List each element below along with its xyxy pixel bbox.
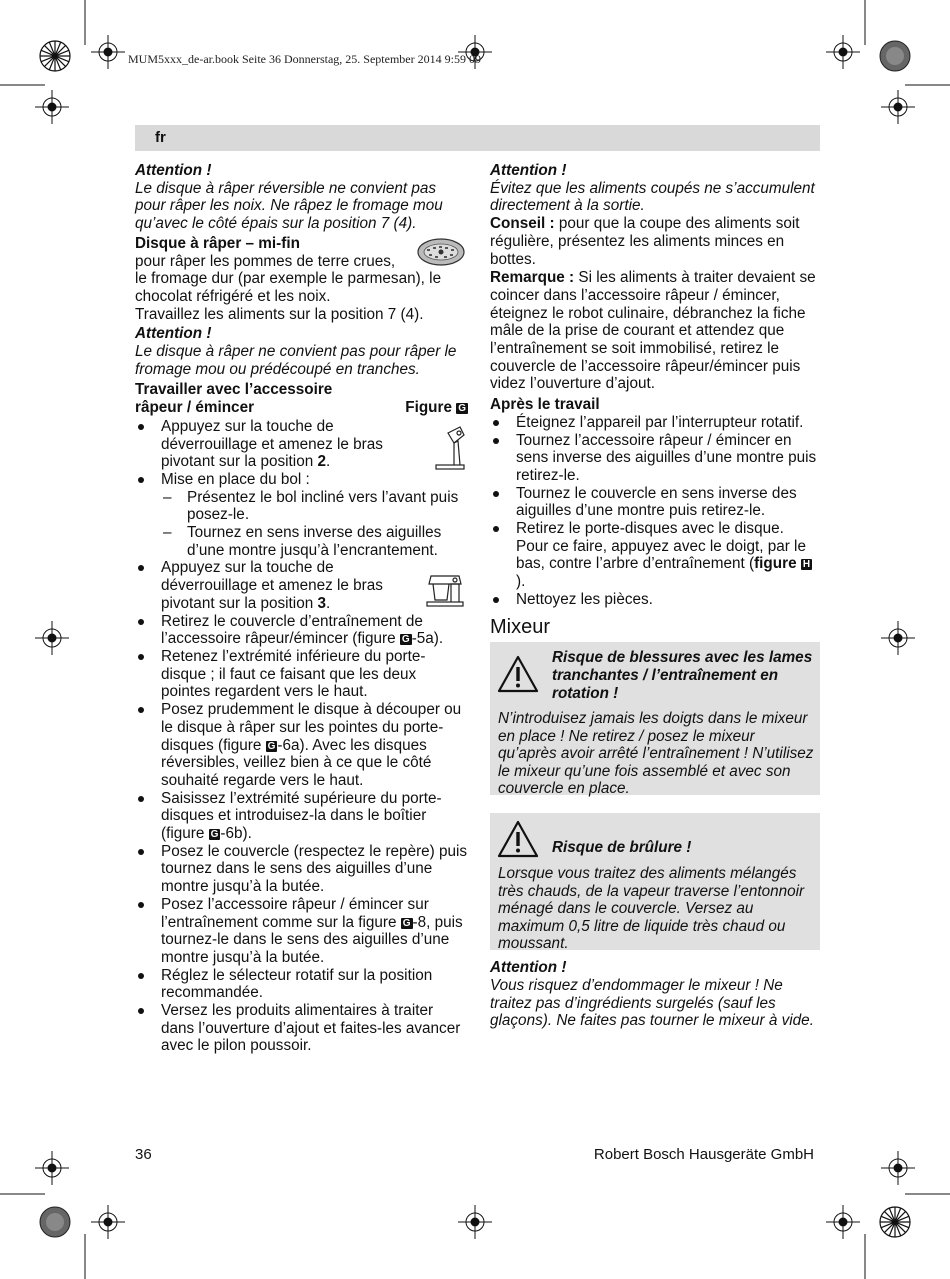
- warning-title: Risque de brûlure !: [552, 839, 692, 857]
- language-bar: [135, 125, 820, 151]
- page-number: 36: [135, 1146, 152, 1163]
- warning-text: N’introduisez jamais les doigts dans le mixeur en place ! Ne retirez / posez le mixeur qu’après avoir arrêté l’entraînement ! N’utilisez le mixeur qu’une fois assemblé et avec son couvercle en place.: [498, 710, 814, 798]
- attention-text: Le disque à râper ne convient pas pour râper le fromage mou ou prédécoupé en tranches.: [135, 343, 457, 378]
- disc-title: Disque à râper – mi-fin: [135, 234, 300, 252]
- grater-disc-icon: [417, 237, 465, 267]
- warning-text: Lorsque vous traitez des aliments mélangés très chauds, de la vapeur traverse l’entonnoir ménagé dans le couvercle. Versez au maximum 0,5 litre de liquide très chaud ou moussant.: [498, 865, 805, 953]
- attention-text: Le disque à râper réversible ne convient pas pour râper les noix. Ne râpez le fromage mou qu’avec le côté épais sur la position 7 (4).: [135, 179, 443, 233]
- list-item: Retirez le couvercle d’entraînement de l’accessoire râpeur/émincer (figure G -5a).: [135, 613, 468, 648]
- left-column: [135, 162, 468, 1055]
- list-item: Nettoyez les pièces.: [490, 591, 820, 609]
- list-item: Posez le couvercle (respectez le repère) puis tournez dans le sens des aiguilles d’une montre jusqu’à la butée.: [135, 843, 468, 896]
- list-item: Réglez le sélecteur rotatif sur la position recommandée.: [135, 967, 468, 1002]
- list-item: Retirez le porte-disques avec le disque. Pour ce faire, appuyez avec le doigt, par le bas, contre l’arbre d’entraînement (figure H).: [490, 520, 820, 591]
- list-item: Posez l’accessoire râpeur / émincer sur l’entraînement comme sur la figure G -8, puis tournez-le dans le sens des aiguilles d’une montre jusqu’à la butée.: [135, 896, 468, 967]
- conseil-paragraph: Conseil : pour que la coupe des aliments soit régulière, présentez les aliments minces en bottes.: [490, 215, 800, 268]
- warning-triangle-icon: [496, 819, 540, 859]
- apres-title: Après le travail: [490, 396, 600, 414]
- list-item: Saisissez l’extrémité supérieure du porte-disques et introduisez-la dans le boîtier (figure G -6b).: [135, 790, 468, 843]
- list-item: Versez les produits alimentaires à traiter dans l’ouverture d’ajout et faites-les avancer avec le pilon poussoir.: [135, 1002, 468, 1055]
- print-header: MUM5xxx_de-ar.book Seite 36 Donnerstag, 25. September 2014 9:59 09: [128, 52, 481, 66]
- warning-box-burn: [490, 813, 820, 953]
- attention-title: Attention !: [135, 325, 212, 343]
- apres-list: [490, 414, 820, 609]
- instruction-list: [135, 418, 468, 1055]
- machine-arm-up-icon: [434, 425, 468, 471]
- list-item: Appuyez sur la touche de déverrouillage et amenez le bras pivotant sur la position 2.: [135, 418, 468, 471]
- sub-item: – Tournez en sens inverse des aiguilles d’une montre jusqu’à l’encrantement.: [161, 524, 468, 559]
- list-item: Posez prudemment le disque à découper ou le disque à râper sur les pointes du porte-disques (figure G -6a). Avec les disques réversibles, veillez bien à ce que le côté souhaité regarde vers le haut.: [135, 701, 468, 790]
- list-item: Tournez le couvercle en sens inverse des aiguilles d’une montre puis retirez-le.: [490, 485, 820, 520]
- mixeur-heading: Mixeur: [490, 615, 551, 638]
- company-name: Robert Bosch Hausgeräte GmbH: [593, 1146, 814, 1163]
- list-item: Éteignez l’appareil par l’interrupteur rotatif.: [490, 414, 820, 432]
- list-item: Mise en place du bol : – Présentez le bol incliné vers l’avant puis posez-le. – Tournez en sens inverse des aiguilles d’une montre jusqu’à l’encrantement.: [135, 471, 468, 560]
- warning-title: Risque de blessures avec les lames tranchantes / l’entraînement en rotation !: [552, 649, 813, 703]
- language-code: fr: [155, 129, 166, 146]
- warning-triangle-icon: [496, 654, 540, 694]
- attention-title: Attention !: [490, 162, 567, 179]
- right-column: [490, 162, 820, 1030]
- section-title: Travailler avec l’accessoire râpeur / émincer Figure G: [135, 381, 466, 417]
- sub-item: – Présentez le bol incliné vers l’avant puis posez-le.: [161, 489, 468, 524]
- list-item: Tournez l’accessoire râpeur / émincer en sens inverse des aiguilles d’une montre puis retirez-le.: [490, 432, 820, 485]
- attention-text: Vous risquez d’endommager le mixeur ! Ne traitez pas d’ingrédients surgelés (sauf les glaçons). Ne faites pas tourner le mixeur à vide.: [490, 976, 814, 1030]
- list-item: Appuyez sur la touche de déverrouillage et amenez le bras pivotant sur la position 3.: [135, 559, 468, 612]
- machine-arm-down-icon: [425, 570, 465, 608]
- figure-label: G: [458, 403, 466, 415]
- attention-title: Attention !: [490, 959, 567, 977]
- remarque-paragraph: Remarque : Si les aliments à traiter devaient se coincer dans l’accessoire râpeur / émincer, éteignez le robot culinaire, débranchez la fiche mâle de la prise de courant et attendez que l’entraînement se soit immobilisé, retirez le couvercle de l’accessoire râpeur/émincer puis videz l’ouverture d’ajout.: [490, 269, 816, 393]
- disc-text: pour râper les pommes de terre crues, le fromage dur (par exemple le parmesan), le chocolat réfrigéré et les noix. Travaillez les aliments sur la position 7 (4).: [135, 252, 442, 323]
- warning-box-blades: [490, 642, 820, 798]
- attention-title: Attention !: [135, 162, 212, 179]
- attention-text: Évitez que les aliments coupés ne s’accumulent directement à la sortie.: [490, 179, 815, 215]
- list-item: Retenez l’extrémité inférieure du porte-disque ; il faut ce faisant que les deux pointes regardent vers le haut.: [135, 648, 468, 701]
